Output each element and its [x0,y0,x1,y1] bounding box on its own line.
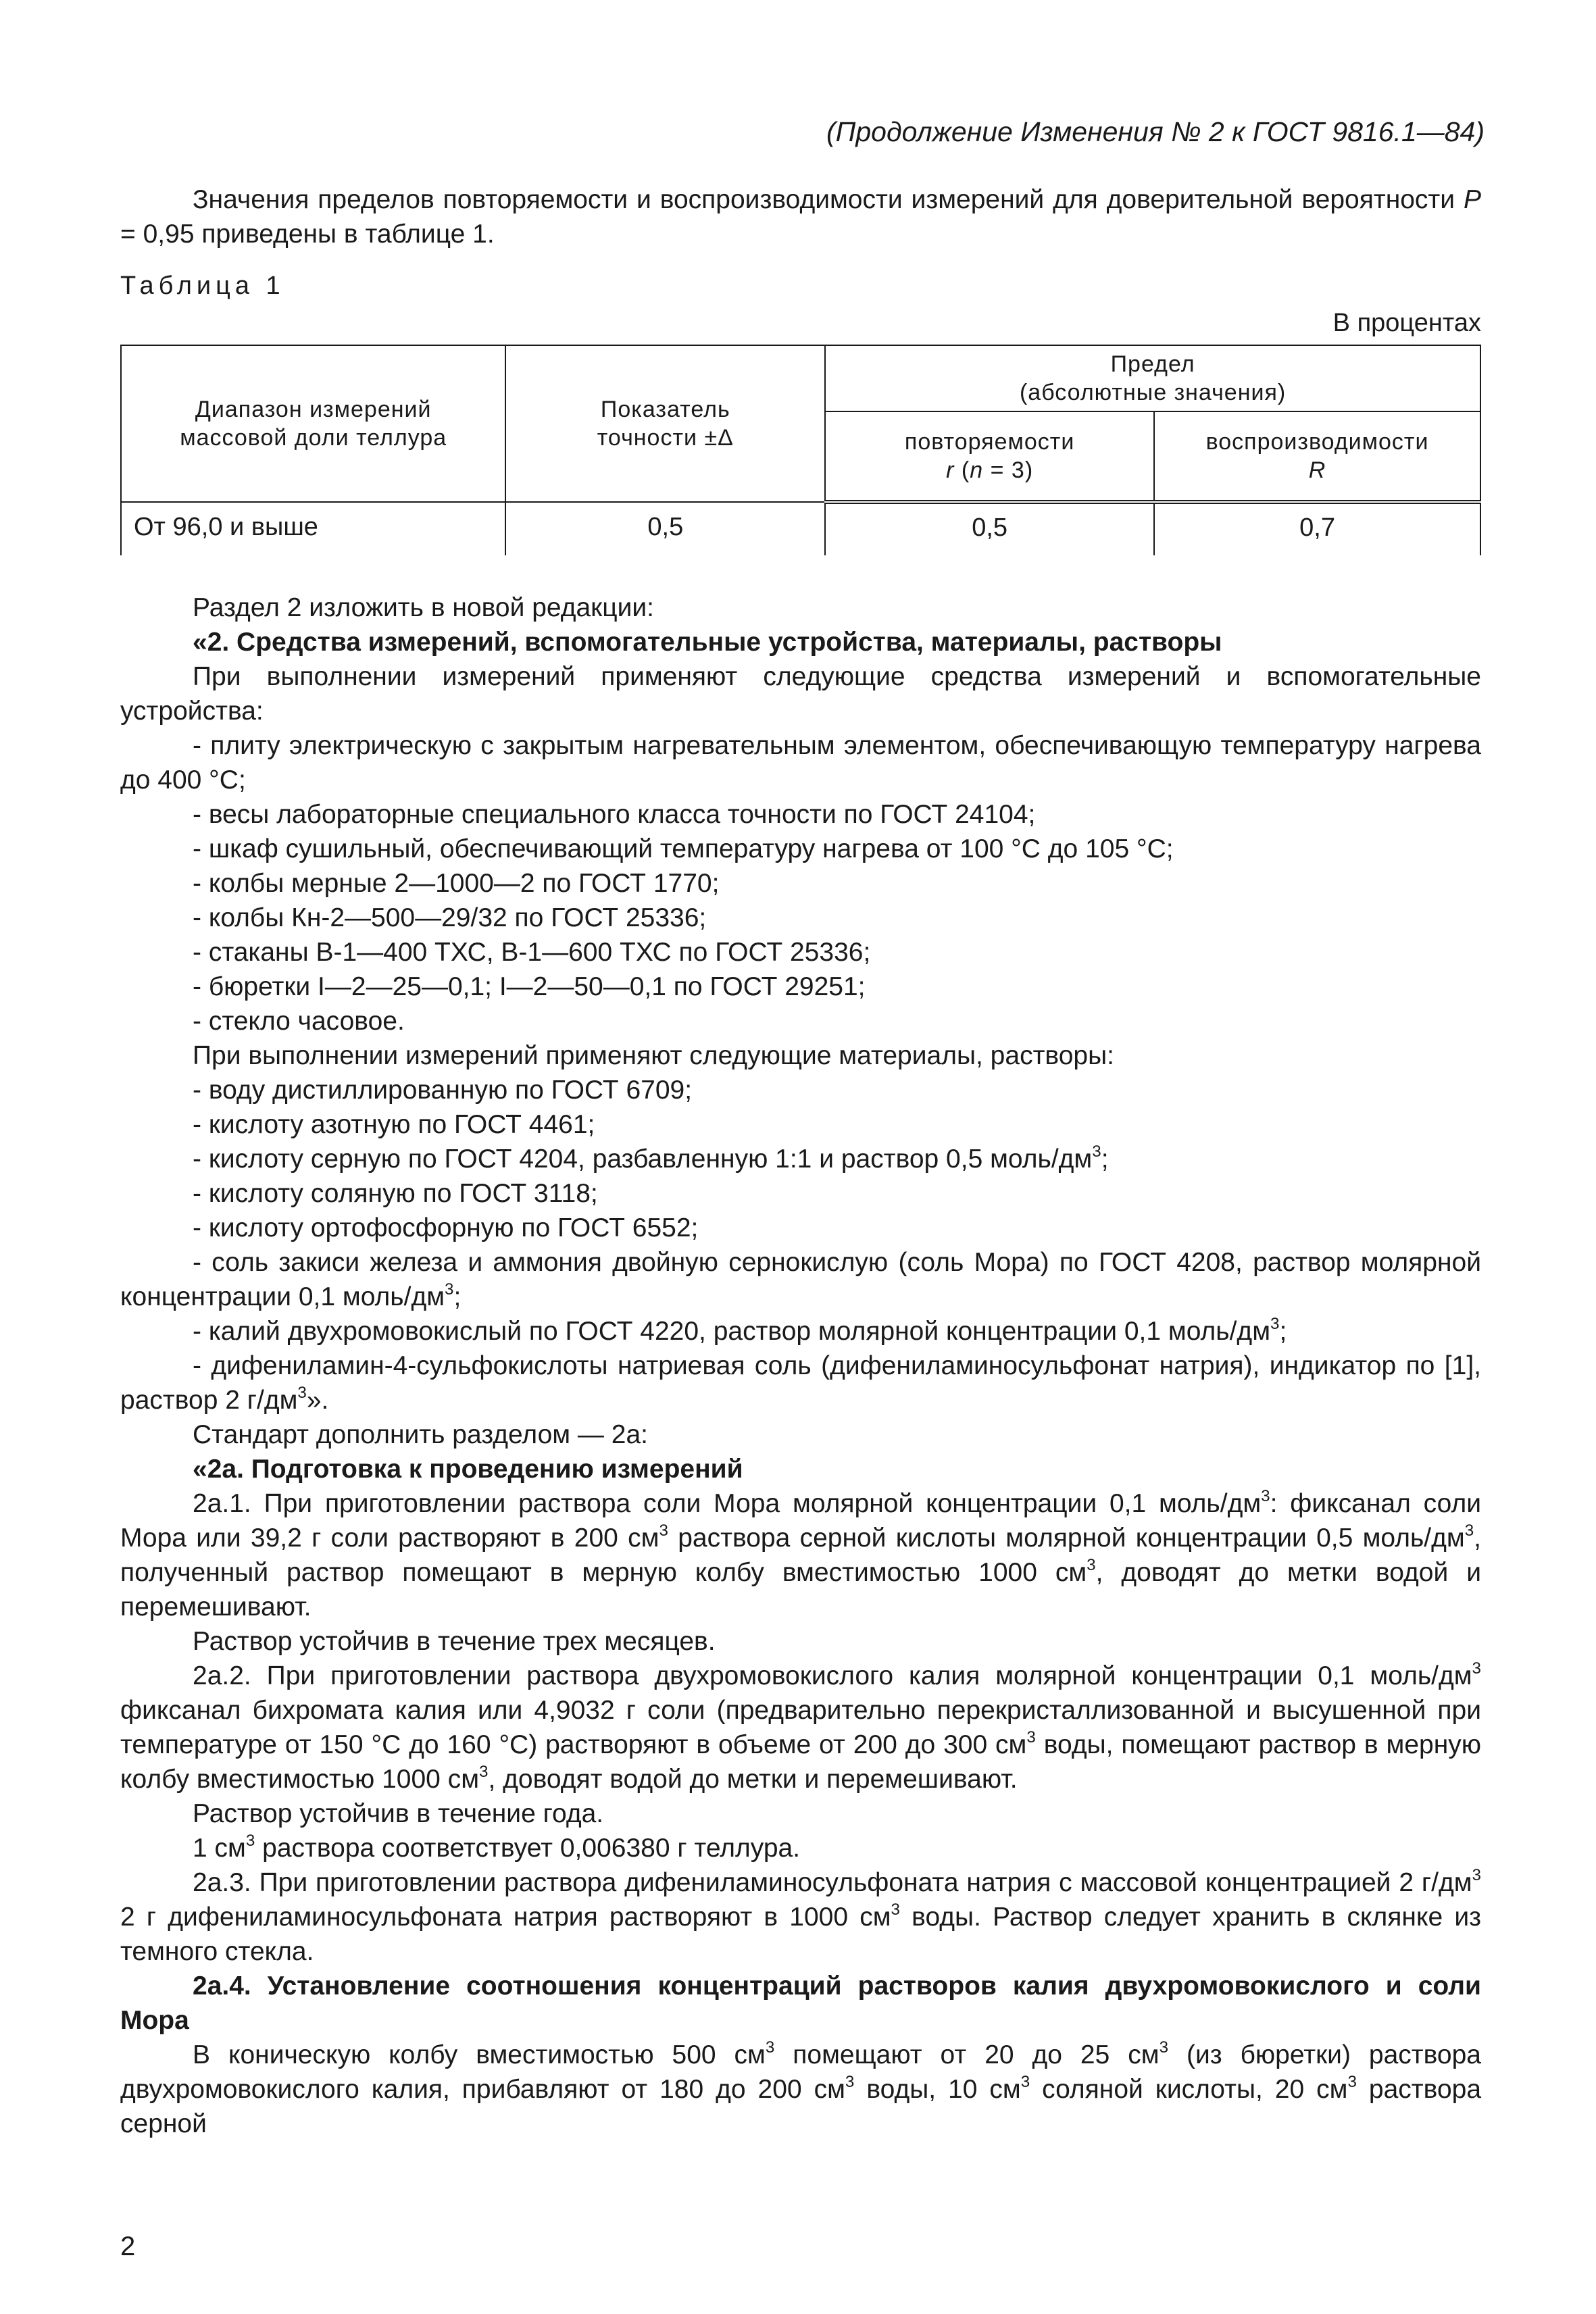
cell-reproducibility: 0,7 [1154,502,1480,555]
paragraph: В коническую колбу вместимостью 500 $см^3$ помещают от 20 до 25 $см^3$ (из бюретки) раствора двухромовокислого калия, прибавляют от 180 до 200 $см^3$ воды, 10 $см^3$ соляной кислоты, 20 $см^3$ раствора серной [120,2038,1482,2138]
table-caption: Таблица 1 [120,272,285,300]
paragraph: - плиту электрическую с закрытым нагревательным элементом, обеспечивающую температуру нагрева до 400 °С; [120,731,1481,795]
paragraph: - кислоту азотную по ГОСТ 4461; [193,1110,595,1139]
table-row [121,502,1480,555]
paragraph: «2а. Подготовка к проведению измерений [193,1455,743,1484]
page-content [120,182,1481,2141]
paragraph: Стандарт дополнить разделом — 2а: [193,1420,648,1449]
paragraph: - стекло часовое. [193,1007,405,1036]
paragraph: - кислоту соляную по ГОСТ 3118; [193,1179,598,1208]
paragraph: 1 $см^3$ раствора соответствует 0,006380 г теллура. [193,1832,801,1863]
header-accuracy: Показатель точности ±Δ [505,345,825,502]
paragraph: - калий двухромовокислый по ГОСТ 4220, раствор молярной концентрации 0,1 моль/$дм^3$; [193,1315,1287,1346]
paragraph: «2. Средства измерений, вспомогательные устройства, материалы, растворы [193,628,1222,657]
paragraph: 2а.4. Установление соотношения концентраций растворов калия двухромовокислого и соли Мора [120,1971,1481,2035]
paragraph: 2а.2. При приготовлении раствора двухромовокислого калия молярной концентрации 0,1 моль/$дм^3$ фиксанал бихромата калия или 4,9032 г соли (предварительно перекристаллизованной и высушенной при температуре от 150 °С до 160 °С) растворяют в объеме от 200 до 300 $см^3$ воды, помещают раствор в мерную колбу вместимостью 1000 $см^3$, доводят водой до метки и перемешивают. [120,1659,1481,1794]
paragraph: - кислоту ортофосфорную по ГОСТ 6552; [193,1213,699,1242]
cell-repeatability: 0,5 [825,502,1154,555]
paragraph: - шкаф сушильный, обеспечивающий температуру нагрева от 100 °С до 105 °С; [193,834,1174,863]
paragraph: 2а.1. При приготовлении раствора соли Мора молярной концентрации 0,1 моль/$дм^3$: фиксанал соли Мора или 39,2 г соли растворяют в 200 $см^3$ раствора серной кислоты молярной концентрации 0,5 моль/$дм^3$, полученный раствор помещают в мерную колбу вместимостью 1000 $см^3$, доводят до метки водой и перемешивают. [120,1487,1482,1621]
paragraph: - соль закиси железа и аммония двойную сернокислую (соль Мора) по ГОСТ 4208, раствор молярной концентрации 0,1 моль/$дм^3$; [120,1248,1481,1311]
header-range: Диапазон измерений массовой доли теллура [121,345,505,502]
paragraph: - бюретки I—2—25—0,1; I—2—50—0,1 по ГОСТ 29251; [193,972,866,1001]
paragraph: - стаканы В-1—400 ТХС, В-1—600 ТХС по ГОСТ 25336; [193,938,871,967]
table-units: В процентах [1332,309,1481,337]
cell-range: От 96,0 и выше [121,502,505,555]
paragraph: - колбы мерные 2—1000—2 по ГОСТ 1770; [193,869,720,898]
paragraph: - колбы Кн-2—500—29/32 по ГОСТ 25336; [193,903,707,932]
paragraph: - весы лабораторные специального класса точности по ГОСТ 24104; [193,800,1036,829]
page-number: 2 [120,2232,136,2261]
header-limit: Предел (абсолютные значения) [825,345,1480,411]
cell-accuracy: 0,5 [505,502,825,555]
paragraph: - кислоту серную по ГОСТ 4204, разбавленную 1:1 и раствор 0,5 моль/$дм^3$; [193,1142,1109,1174]
paragraph: 2а.3. При приготовлении раствора дифениламиносульфоната натрия с массовой концентрацией 2 $г/дм^3$ 2 г дифениламиносульфоната натрия растворяют в 1000 $см^3$ воды. Раствор следует хранить в склянке из темного стекла. [120,1866,1481,1966]
paragraph: При выполнении измерений применяют следующие средства измерений и вспомогательные устройства: [120,662,1481,726]
intro-paragraph: Значения пределов повторяемости и воспроизводимости измерений для доверительной вероятности P = 0,95 приведены в таблице 1. [120,185,1481,249]
paragraph: - дифениламин-4-сульфокислоты натриевая соль (дифениламиносульфонат натрия), индикатор по [1], раствор 2 $г/дм^3$». [120,1351,1481,1415]
page-header: (Продолжение Изменения № 2 к ГОСТ 9816.1—84) [826,116,1485,147]
paragraph: При выполнении измерений применяют следующие материалы, растворы: [193,1041,1114,1070]
paragraph: - воду дистиллированную по ГОСТ 6709; [193,1076,693,1105]
header-reproducibility: воспроизводимости R [1154,411,1480,502]
table-1 [120,345,1481,555]
paragraph: Раздел 2 изложить в новой редакции: [193,593,654,622]
header-repeatability: повторяемости r (n = 3) [825,411,1154,502]
paragraph: Раствор устойчив в течение трех месяцев. [193,1627,716,1656]
paragraph: Раствор устойчив в течение года. [193,1799,604,1828]
body-text [120,590,1481,2141]
